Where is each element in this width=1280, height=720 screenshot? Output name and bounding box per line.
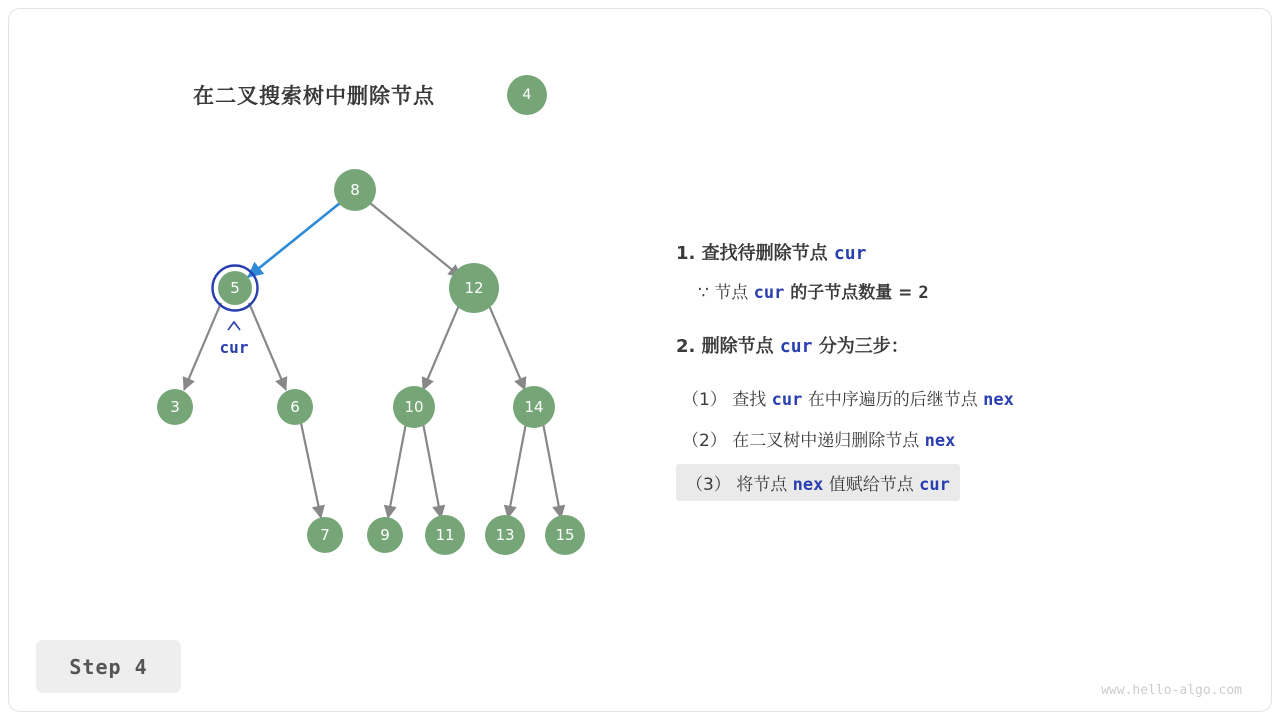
step2-heading-code: cur xyxy=(779,335,813,357)
substep3-code-cur: cur xyxy=(919,474,950,495)
node-label: 8 xyxy=(350,181,360,199)
step2-heading-pre: 2. 删除节点 xyxy=(676,335,780,357)
substep1-mid: 在中序遍历的后继节点 xyxy=(802,389,984,410)
substep2-pre: （2） 在二叉树中递归删除节点 xyxy=(682,430,925,451)
tree-node-15 xyxy=(545,515,585,555)
node-label: 11 xyxy=(435,526,455,544)
edge-10-9 xyxy=(388,423,406,518)
page-title: 在二叉搜索树中删除节点 xyxy=(193,84,435,108)
title-step-badge: 4 xyxy=(507,75,547,115)
tree-node-5 xyxy=(218,271,252,305)
tree-node-13 xyxy=(485,515,525,555)
tree-node-11 xyxy=(425,515,465,555)
step2-substep-2 xyxy=(676,423,961,454)
node-label: 12 xyxy=(464,279,484,297)
step1-heading-code: cur xyxy=(833,243,867,264)
explanation-panel xyxy=(676,240,1216,503)
tree-node-6 xyxy=(277,389,313,425)
edge-10-11 xyxy=(423,423,441,518)
step1-detail-mid: 的子节点数量 = xyxy=(784,283,919,303)
step-badge: Step 4 xyxy=(36,640,181,693)
step2-substep-3 xyxy=(676,464,960,501)
node-label: 7 xyxy=(320,526,330,544)
step1-heading-text: 1. 查找待删除节点 xyxy=(676,243,834,264)
node-label: 10 xyxy=(404,398,424,416)
substep2-code-nex: nex xyxy=(924,430,956,451)
step1-detail-code: cur xyxy=(753,283,785,303)
edge-8-5 xyxy=(248,203,340,277)
tree-edges xyxy=(184,203,561,518)
edge-6-7 xyxy=(301,423,321,518)
step2-substep-1 xyxy=(676,382,1020,413)
node-label: 13 xyxy=(495,526,515,544)
step1-heading xyxy=(676,240,1216,267)
tree-node-10 xyxy=(393,386,435,428)
tree-node-3 xyxy=(157,389,193,425)
step1-detail xyxy=(698,281,1216,307)
edge-14-15 xyxy=(543,423,561,518)
substep3-code-nex: nex xyxy=(792,474,824,495)
edge-12-14 xyxy=(488,303,525,390)
node-label: 15 xyxy=(555,526,575,544)
tree-node-12 xyxy=(449,263,499,313)
tree-node-8 xyxy=(334,169,376,211)
tree-node-14 xyxy=(513,386,555,428)
tree-node-7 xyxy=(307,517,343,553)
edge-8-12 xyxy=(370,203,461,277)
edge-5-3 xyxy=(184,303,221,390)
tree-nodes xyxy=(157,169,585,555)
substep1-code-nex: nex xyxy=(983,389,1014,410)
node-label: 6 xyxy=(290,398,300,416)
substep3-pre: （3） 将节点 xyxy=(686,474,793,495)
step1-detail-pre: ∵ 节点 xyxy=(698,283,754,303)
substep1-code-cur: cur xyxy=(771,389,803,410)
substep3-mid: 值赋给节点 xyxy=(823,474,920,495)
watermark: www.hello-algo.com xyxy=(1101,683,1242,698)
step2-heading xyxy=(676,333,1216,360)
cur-pointer-caret xyxy=(228,322,240,330)
node-label: 14 xyxy=(524,398,544,416)
substep1-pre: （1） 查找 xyxy=(682,389,772,410)
node-label: 3 xyxy=(170,398,180,416)
cur-pointer-label: cur xyxy=(219,338,249,357)
edge-5-6 xyxy=(249,303,286,390)
edge-12-10 xyxy=(423,303,460,390)
node-label: 5 xyxy=(230,279,240,297)
step1-detail-value: 2 xyxy=(918,283,929,303)
tree-node-9 xyxy=(367,517,403,553)
node-label: 9 xyxy=(380,526,390,544)
edge-14-13 xyxy=(508,423,526,518)
step2-heading-post: 分为三步： xyxy=(812,335,909,357)
